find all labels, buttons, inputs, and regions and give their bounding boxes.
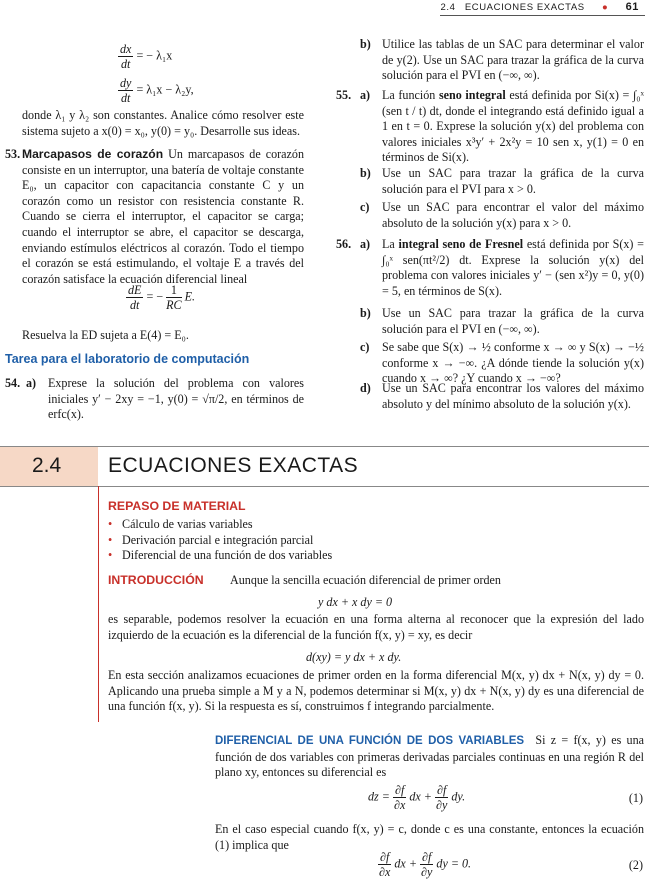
problem-53-number: 53. [5,147,21,161]
problem-56a-label: a) [360,237,371,251]
problem-55c-text: Use un SAC para encontrar el valor del máximo absoluto de la solución y(x) para x > 0. [382,200,644,230]
problem-54-number: 54. [5,376,21,390]
intro-text: Aunque la sencilla ecuación diferencial de primer orden [230,573,501,587]
problem-56b-label: b) [360,306,371,320]
review-list [108,517,608,564]
intro-heading: INTRODUCCIÓN [108,573,204,587]
running-header [441,0,639,14]
subsection-paragraph: DIFERENCIAL DE UNA FUNCIÓN DE DOS VARIABLES Si z = f(x, y) es una función de dos variables con primeras derivadas parciales continuas en una región R del plano xy, entonces su diferencial es [215,733,645,780]
equation-dy-dt: $\frac{dy}{dt}$ = λ₁x − λ₂y, [120,76,194,105]
problem-53-text: Marcapasos de corazón Un marcapasos de corazón consiste en un interruptor, una batería de voltaje constante E₀, un capacitor con capacitancia constante C y un corazón como un resistor con resistencia constante R. Cuando se cierra el interruptor, el capacitor se carga; cuando el interruptor se abre, el capacitor se descarga, enviando estímulos eléctricos al corazón. Todo el tiempo el corazón se está estimulando, el voltaje E a través del corazón satisface la ecuación diferencial lineal [22,147,304,286]
lab-heading: Tarea para el laboratorio de computación [5,352,250,366]
review-item: • Cálculo de varias variables [108,517,608,533]
intro-text-2: es separable, podemos resolver la ecuación en una forma alterna al reconocer que la expresión del lado izquierdo de la ecuación es la diferencial de la función f(x, y) = xy, es decir [108,612,644,642]
problem-54a-label: a) [26,376,37,390]
equation-2: $\frac{\partial f}{\partial x}$ dx + $\frac{\partial f}{\partial y}$ dy = 0. (2) [378,850,643,879]
problem-56c-text: Se sabe que S(x) → ½ conforme x → ∞ y S(x) → −½ conforme x → −∞. ¿A dónde tiende la solución y(x) cuando x → ∞? ¿Y cuando x → −∞? [382,340,644,386]
problem-55-number: 55. [336,88,352,102]
section-number: 2.4 [32,454,62,477]
header-bullet-icon: ● [601,2,609,13]
section-accent-rule [98,486,99,722]
problem-52-tail: donde λ₁ y λ₂ son constantes. Analice cómo resolver este sistema sujeto a x(0) = x₀, y(0) = y₀. Desarrolle sus ideas. [22,108,304,138]
problem-56c-label: c) [360,340,370,354]
subsection-paragraph-2: En el caso especial cuando f(x, y) = c, donde c es una constante, entonces la ecuación (1) implica que [215,822,644,852]
problem-54b-text: Utilice las tablas de un SAC para determinar el valor de y(2). Use un SAC para trazar la gráfica de la curva solución para el PVI en (−∞, ∞). [382,37,644,83]
review-heading: REPASO DE MATERIAL [108,499,246,513]
equation-pacemaker: $\frac{dE}{dt}$ = − $\frac{1}{RC}$ E. [128,283,196,312]
problem-55a-label: a) [360,88,371,102]
problem-55a-text: La función seno integral está definida por Si(x) = ∫₀ˣ (sen t / t) dt, donde el integrando está definido igual a 1 en t = 0. Exprese la solución y(x) del problema con valores iniciales x³y′ + 2x²y = 10 sen x, y(1) = 0 en términos de Si(x). [382,88,644,165]
review-item: • Derivación parcial e integración parcial [108,533,608,549]
page-number: 61 [625,1,639,13]
subsection-heading: DIFERENCIAL DE UNA FUNCIÓN DE DOS VARIABLES [215,735,525,747]
problem-53-title: Marcapasos de corazón [22,147,164,161]
intro-equation: y dx + x dy = 0 [318,595,393,609]
section-title: ECUACIONES EXACTAS [108,454,359,477]
problem-56-number: 56. [336,237,352,251]
problem-55c-label: c) [360,200,370,214]
problem-56a-text: La integral seno de Fresnel está definida por S(x) = ∫₀ˣ sen(πt²/2) dt. Exprese la solución y(x) del problema con valores iniciales y′ − (sen x²)y = 0, y(0) = 5, en términos de S(x). [382,237,644,298]
problem-55b-text: Use un SAC para trazar la gráfica de la curva solución para el PVI para x > 0. [382,166,644,196]
intro-equation-2: d(xy) = y dx + x dy. [306,650,402,664]
problem-56b-text: Use un SAC para trazar la gráfica de la curva solución para el PVI en (−∞, ∞). [382,306,644,336]
equation-dx-dt: $\frac{dx}{dt}$ = − λ₁x [120,42,173,71]
review-item: • Diferencial de una función de dos variables [108,548,608,564]
equation-1-label: (1) [628,791,643,805]
equation-2-label: (2) [628,858,643,872]
header-title: ECUACIONES EXACTAS [464,2,585,13]
problem-53-end: Resuelva la ED sujeta a E(4) = E₀. [22,328,189,342]
problem-55b-label: b) [360,166,371,180]
problem-56d-label: d) [360,381,371,395]
section-top-rule [0,446,649,447]
problem-54a-text: Exprese la solución del problema con valores iniciales y′ − 2xy = −1, y(0) = √π/2, en términos de erfc(x). [48,376,304,422]
intro-text-3: En esta sección analizamos ecuaciones de primer orden en la forma diferencial M(x, y) dx + N(x, y) dy = 0. Aplicando una prueba simple a M y a N, podemos determinar si M(x, y) dx + N(x, y) dy es una diferencial de una función f(x, y). Si la respuesta es sí, construimos f integrando parcialmente. [108,668,644,714]
equation-1: dz = $\frac{\partial f}{\partial x}$ dx + $\frac{\partial f}{\partial y}$ dy. (1) [368,783,643,812]
header-section: 2.4 [440,2,456,13]
problem-56d-text: Use un SAC para encontrar los valores del máximo absoluto y del mínimo absoluto de la solución y(x). [382,381,644,411]
header-rule [440,15,645,16]
problem-54b-label: b) [360,37,371,51]
